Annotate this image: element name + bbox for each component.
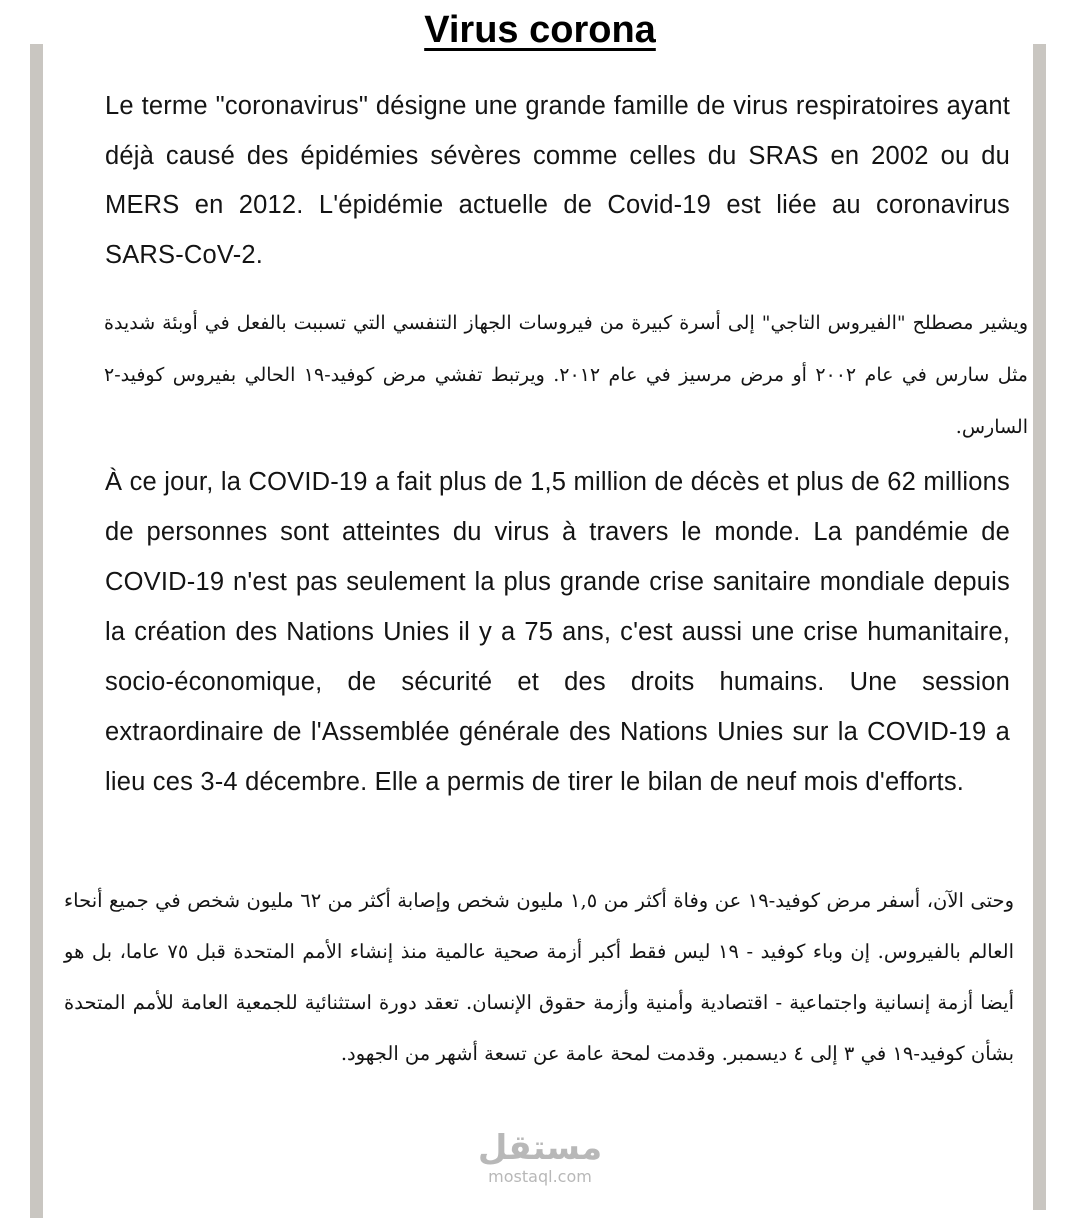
arabic-paragraph-2 <box>64 875 1014 1079</box>
mostaql-watermark <box>470 1128 610 1186</box>
french-paragraph-2-text: À ce jour, la COVID-19 a fait plus de 1,5 million de décès et plus de 62 millions de personnes sont atteintes du virus à travers le monde. La pandémie de COVID-19 n'est pas seulement la plus grande crise sanitaire mondiale depuis la création des Nations Unies il y a 75 ans, c'est aussi une crise humanitaire, socio-économique, de sécurité et des droits humains. Une session extraordinaire de l'Assemblée générale des Nations Unies sur la COVID-19 a lieu ces 3-4 décembre. Elle a permis de tirer le bilan de neuf mois d'efforts. <box>105 468 1010 796</box>
french-paragraph-2 <box>105 457 1010 807</box>
left-border-bar <box>30 44 43 1218</box>
watermark-logo: مستقل <box>477 1128 603 1168</box>
watermark-url: mostaql.com <box>488 1167 592 1186</box>
right-border-bar <box>1033 44 1046 1210</box>
arabic-paragraph-1 <box>104 297 1028 453</box>
title-text: Virus corona <box>424 9 656 51</box>
arabic-paragraph-2-text: وحتى الآن، أسفر مرض كوفيد-١٩ عن وفاة أكثر من ١,٥ مليون شخص وإصابة أكثر من ٦٢ مليون شخص في جميع أنحاء العالم بالفيروس. إن وباء كوفيد - ١٩ ليس فقط أكبر أزمة صحية عالمية منذ إنشاء الأمم المتحدة قبل ٧٥ عاما، بل هو أيضا أزمة إنسانية واجتماعية - اقتصادية وأمنية وأزمة حقوق الإنسان. تعقد دورة استثنائية للجمعية العامة للأمم المتحدة بشأن كوفيد-١٩ في ٣ إلى ٤ ديسمبر. وقدمت لمحة عامة عن تسعة أشهر من الجهود. <box>64 889 1014 1065</box>
document-title <box>0 6 1080 54</box>
french-paragraph-1 <box>105 82 1010 280</box>
french-paragraph-1-text: Le terme "coronavirus" désigne une grande famille de virus respiratoires ayant déjà causé des épidémies sévères comme celles du SRAS en 2002 ou du MERS en 2012. L'épidémie actuelle de Covid-19 est liée au coronavirus SARS-CoV-2. <box>105 92 1010 269</box>
arabic-paragraph-1-text: ويشير مصطلح "الفيروس التاجي" إلى أسرة كبيرة من فيروسات الجهاز التنفسي التي تسببت بالفعل في أوبئة شديدة مثل سارس في عام ٢٠٠٢ أو مرض مرسيز في عام ٢٠١٢. ويرتبط تفشي مرض كوفيد-١٩ الحالي بفيروس كوفيد-٢ السارس. <box>104 312 1028 438</box>
